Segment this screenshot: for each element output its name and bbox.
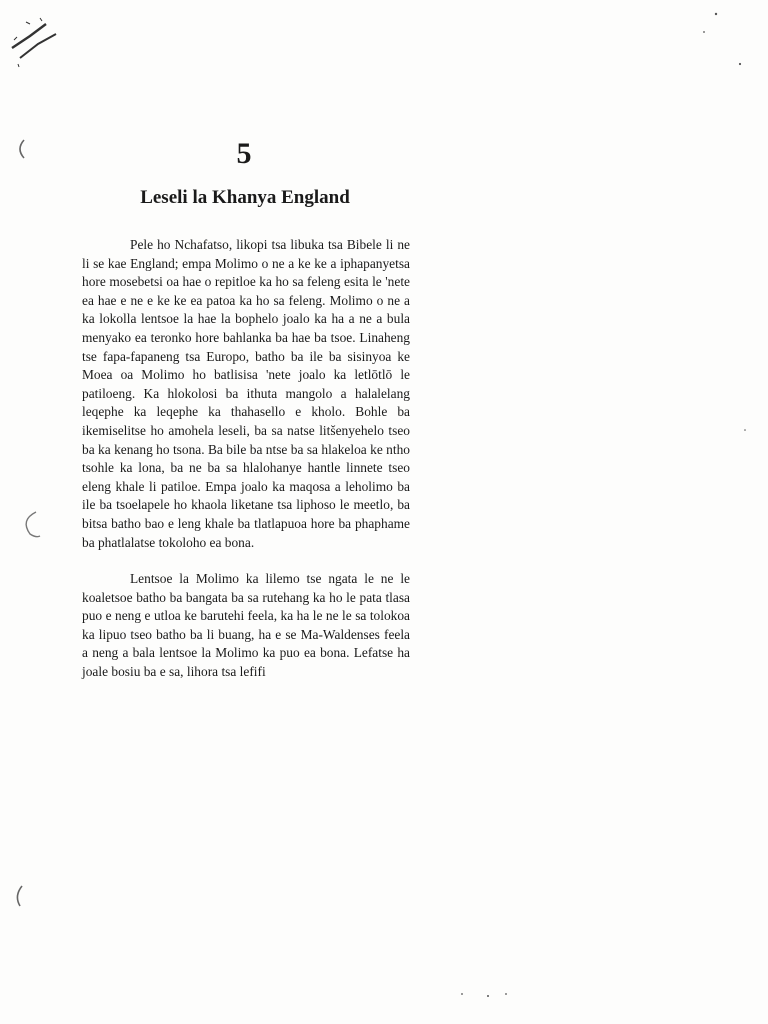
scan-speckles — [461, 13, 746, 997]
body-text — [82, 236, 410, 682]
punch-hole-mark-middle — [26, 512, 40, 537]
paragraph-2: Lentsoe la Molimo ka lilemo tse ngata le ne le koaletsoe batho ba bangata ba sa rutehang ka ho le pata tlasa puo e neng e utloa ke barutehi feela, ka ha le ne le sa tolokoa ka lipuo tseo batho ba li buang, ha e se Ma-Waldenses feela a neng a bala lentsoe la Molimo ka puo ea bona. Lefatse ha joale bosiu ba e sa, lihora tsa lefifi — [82, 571, 410, 680]
paragraph-1: Pele ho Nchafatso, likopi tsa libuka tsa Bibele li ne li se kae England; empa Molimo o ne a ke ke a iphapanyetsa hore mosebetsi oa hae o repitloe ka ho sa feleng esita le 'nete ea hae e ne e ke ke ea patoa ka ho sa feleng. Molimo o ne a ka lokolla lentsoe la hae la bophelo joalo ka ha a ne a bula menyako ea teronko hore bahlanka ba hae ba tsoe. Linaheng tse fapa-fapaneng tsa Europo, batho ba ile ba sisinyoa ke Moea oa Molimo ho batlisisa 'nete joalo ka letlōtlō le patiloeng. Ka hlokolosi ba ithuta mangolo a halalelang leqephe ka leqephe ka thahasello e kholo. Bohle ba ikemiselitse ho amohela leseli, ba sa natse litšenyehelo tseo ba ka kenang ho tsona. Ba bile ba ntse ba sa hlakeloa ke ntho tsohle ka lona, ba ne ba sa hlalohanye hantle linnete tseo eleng khale li patiloe. Empa joalo ka maqosa a leholimo ba ile ba tsoelapele ho khaola liketane tsa liphoso le meetlo, ba bitsa batho bao e leng khale ba tlatlapuoa hore ba phaphame ba phatlalatse tokoloho ea bona. — [82, 237, 410, 550]
punch-hole-mark-top — [20, 140, 24, 158]
chapter-number: 5 — [236, 137, 252, 170]
pen-scribble-mark — [12, 18, 56, 67]
punch-hole-mark-bottom — [17, 886, 22, 906]
chapter-title: Leseli la Khanya England — [140, 187, 350, 208]
